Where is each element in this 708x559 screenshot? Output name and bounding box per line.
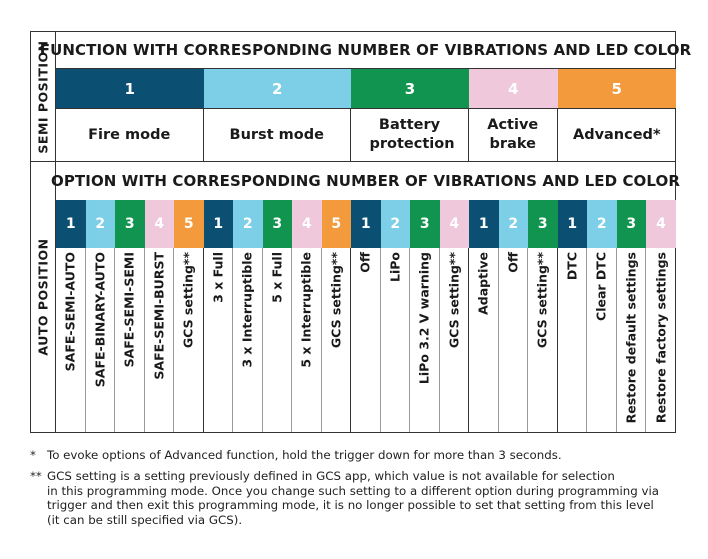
option-number-cell: 4 (440, 200, 470, 248)
option-label-cell (292, 248, 322, 432)
option-label-cell (381, 248, 411, 432)
option-label-cell (115, 248, 145, 432)
option-label: Restore default settings (623, 252, 639, 424)
option-label: 5 x Full (269, 252, 285, 303)
footnote-2-mark: ** (30, 469, 42, 483)
function-name-text: Fire mode (88, 126, 171, 143)
footnote-1-text: To evoke options of Advanced function, hold the trigger down for more than 3 seconds. (47, 448, 562, 462)
option-header: OPTION WITH CORRESPONDING NUMBER OF VIBRATIONS AND LED COLOR (50, 172, 681, 190)
footnote-2-line: (it can be still specified via GCS). (47, 512, 243, 527)
option-label-cell (440, 248, 470, 432)
option-number-cell: 1 (558, 200, 588, 248)
option-label: SAFE-SEMI-AUTO (62, 252, 78, 372)
option-number-cell: 4 (292, 200, 322, 248)
option-number-cell: 2 (381, 200, 411, 248)
function-number-2: 2 (204, 69, 352, 108)
option-label-cell (351, 248, 381, 432)
function-name-5 (558, 109, 677, 161)
function-header: FUNCTION WITH CORRESPONDING NUMBER OF VIBRATIONS AND LED COLOR (39, 41, 692, 59)
footnote-1 (30, 448, 562, 463)
function-number-1: 1 (56, 69, 204, 108)
option-label: Off (505, 252, 521, 273)
function-option-table (30, 31, 692, 433)
footnote-2-line: in this programming mode. Once you change such setting to a different option during programming via (47, 483, 660, 498)
option-label-cell (263, 248, 293, 432)
option-number-cell: 2 (499, 200, 529, 248)
option-number-cell: 5 (174, 200, 204, 248)
auto-position-label-cell (31, 161, 56, 432)
option-label: GCS setting** (328, 252, 344, 349)
function-number-3: 3 (351, 69, 469, 108)
option-label: LiPo (387, 252, 403, 282)
option-label: 3 x Interruptible (239, 252, 255, 368)
option-number-cell: 1 (56, 200, 86, 248)
option-number-cell: 4 (646, 200, 676, 248)
option-label-cell (174, 248, 204, 432)
footnote-2-line: GCS setting is a setting previously defined in GCS app, which value is not available for selection (47, 469, 615, 483)
function-name-text: Battery protection (369, 117, 455, 152)
footnote-1-mark: * (30, 448, 36, 462)
option-label-cell (469, 248, 499, 432)
option-label: Restore factory settings (653, 252, 669, 424)
option-label: GCS setting** (534, 252, 550, 349)
option-number-cell: 3 (115, 200, 145, 248)
function-name-1 (56, 109, 204, 161)
option-label-cell (204, 248, 234, 432)
function-name-text: Active brake (487, 117, 539, 152)
function-number-4: 4 (469, 69, 558, 108)
option-label: DTC (564, 252, 580, 281)
option-label: Off (357, 252, 373, 273)
function-name-text: Advanced* (572, 126, 661, 143)
option-number-cell: 2 (233, 200, 263, 248)
option-label-cell (646, 248, 676, 432)
option-label: SAFE-SEMI-BURST (151, 252, 167, 380)
function-name-2 (204, 109, 352, 161)
option-number-cell: 3 (528, 200, 558, 248)
option-label-cell (558, 248, 588, 432)
function-name-text: Burst mode (229, 126, 324, 143)
option-number-cell: 1 (204, 200, 234, 248)
option-label: GCS setting** (446, 252, 462, 349)
option-label-cell (528, 248, 558, 432)
option-label-cell (56, 248, 86, 432)
option-number-cell: 4 (145, 200, 175, 248)
option-label: Adaptive (475, 252, 491, 315)
option-number-cell: 3 (617, 200, 647, 248)
option-label: 5 x Interruptible (298, 252, 314, 368)
option-label-cell (410, 248, 440, 432)
option-label: SAFE-SEMI-SEMI (121, 252, 137, 368)
option-number-cell: 3 (410, 200, 440, 248)
option-label-cell (499, 248, 529, 432)
option-label: SAFE-BINARY-AUTO (92, 252, 108, 388)
option-label: Clear DTC (593, 252, 609, 321)
function-name-3 (351, 109, 469, 161)
option-label: LiPo 3.2 V warning (416, 252, 432, 385)
option-label: GCS setting** (180, 252, 196, 349)
footnote-2-line: trigger and then exit this programming mode, it is no longer possible to set that setting from this level (47, 498, 654, 513)
option-label-cell (587, 248, 617, 432)
option-number-cell: 1 (469, 200, 499, 248)
option-label: 3 x Full (210, 252, 226, 303)
option-label-cell (145, 248, 175, 432)
semi-position-label: SEMI POSITION (35, 39, 51, 154)
option-number-cell: 5 (322, 200, 352, 248)
option-label-cell (617, 248, 647, 432)
option-label-cell (86, 248, 116, 432)
option-label-cell (322, 248, 352, 432)
option-number-cell: 3 (263, 200, 293, 248)
option-number-cell: 2 (587, 200, 617, 248)
auto-position-label: AUTO POSITION (35, 237, 51, 356)
option-number-cell: 2 (86, 200, 116, 248)
function-number-5: 5 (558, 69, 677, 108)
option-number-cell: 1 (351, 200, 381, 248)
function-name-4 (469, 109, 558, 161)
option-label-cell (233, 248, 263, 432)
footnote-2 (30, 469, 659, 527)
